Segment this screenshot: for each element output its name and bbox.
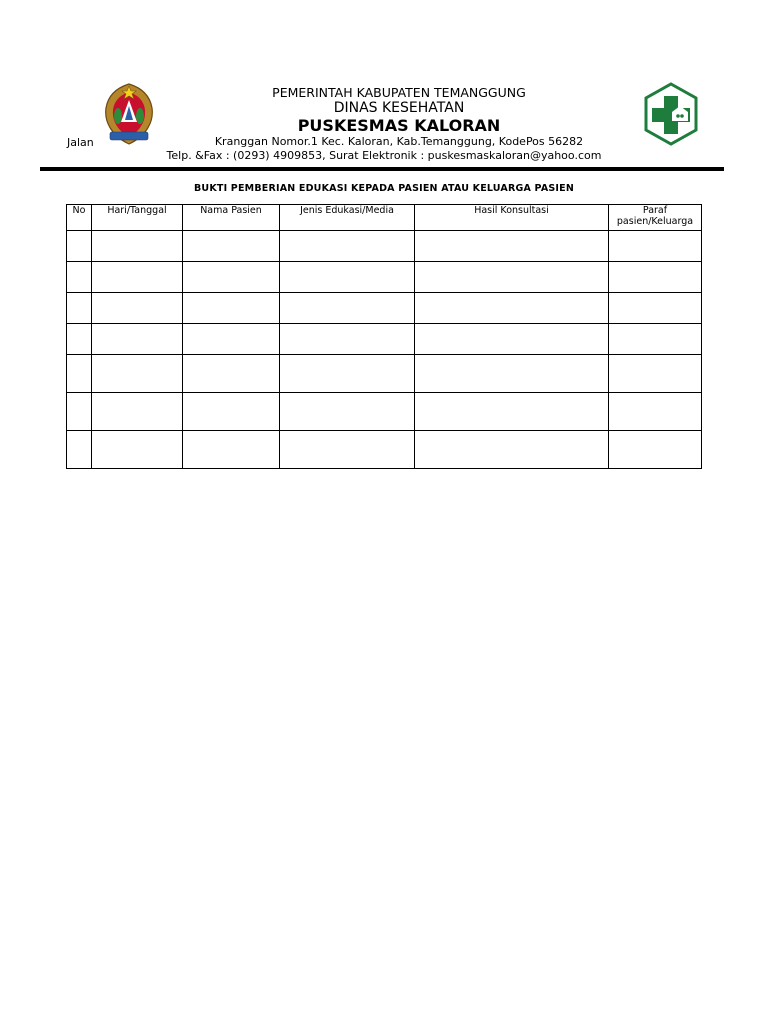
table-cell[interactable] bbox=[67, 431, 92, 469]
table-cell[interactable] bbox=[67, 262, 92, 293]
table-cell[interactable] bbox=[609, 324, 702, 355]
department-heading: DINAS KESEHATAN bbox=[333, 100, 465, 116]
table-cell[interactable] bbox=[609, 262, 702, 293]
facility-heading: PUSKESMAS KALORAN bbox=[297, 116, 501, 135]
table-cell[interactable] bbox=[280, 231, 415, 262]
column-header-education-media: Jenis Edukasi/Media bbox=[280, 205, 415, 231]
table-cell[interactable] bbox=[609, 355, 702, 393]
table-row bbox=[67, 231, 702, 262]
table-cell[interactable] bbox=[609, 293, 702, 324]
table-cell[interactable] bbox=[183, 431, 280, 469]
table-cell[interactable] bbox=[92, 355, 183, 393]
table-cell[interactable] bbox=[92, 293, 183, 324]
table-cell[interactable] bbox=[67, 324, 92, 355]
document-title: BUKTI PEMBERIAN EDUKASI KEPADA PASIEN ATAU KELUARGA PASIEN bbox=[193, 183, 575, 194]
table-cell[interactable] bbox=[67, 293, 92, 324]
table-row bbox=[67, 262, 702, 293]
table-cell[interactable] bbox=[609, 393, 702, 431]
table-cell[interactable] bbox=[280, 393, 415, 431]
contact-line: Telp. &Fax : (0293) 4909853, Surat Elektronik : puskesmaskaloran@yahoo.com bbox=[166, 149, 602, 162]
column-header-no: No bbox=[67, 205, 92, 231]
table-header-row bbox=[67, 205, 702, 231]
table-cell[interactable] bbox=[67, 355, 92, 393]
column-header-patient-name: Nama Pasien bbox=[183, 205, 280, 231]
table-cell[interactable] bbox=[415, 324, 609, 355]
table-cell[interactable] bbox=[92, 431, 183, 469]
table-cell[interactable] bbox=[415, 262, 609, 293]
table-cell[interactable] bbox=[415, 431, 609, 469]
table-cell[interactable] bbox=[415, 231, 609, 262]
table-cell[interactable] bbox=[92, 324, 183, 355]
table-row bbox=[67, 393, 702, 431]
table-row bbox=[67, 293, 702, 324]
table-cell[interactable] bbox=[183, 293, 280, 324]
table-cell[interactable] bbox=[280, 293, 415, 324]
table-cell[interactable] bbox=[183, 324, 280, 355]
street-label: Jalan bbox=[67, 136, 94, 149]
table-row bbox=[67, 355, 702, 393]
table-cell[interactable] bbox=[609, 231, 702, 262]
column-header-consultation-result: Hasil Konsultasi bbox=[415, 205, 609, 231]
government-heading: PEMERINTAH KABUPATEN TEMANGGUNG bbox=[272, 85, 526, 100]
table-cell[interactable] bbox=[183, 262, 280, 293]
table-cell[interactable] bbox=[280, 324, 415, 355]
column-header-signature: Paraf pasien/Keluarga bbox=[609, 205, 702, 231]
column-header-date: Hari/Tanggal bbox=[92, 205, 183, 231]
education-record-table bbox=[66, 204, 702, 469]
table-cell[interactable] bbox=[415, 355, 609, 393]
table-cell[interactable] bbox=[67, 231, 92, 262]
table-cell[interactable] bbox=[280, 262, 415, 293]
puskesmas-cross-logo-icon bbox=[643, 82, 699, 146]
table-cell[interactable] bbox=[609, 431, 702, 469]
table-cell[interactable] bbox=[415, 393, 609, 431]
table-cell[interactable] bbox=[280, 355, 415, 393]
address-line: Kranggan Nomor.1 Kec. Kaloran, Kab.Temanggung, KodePos 56282 bbox=[214, 135, 584, 148]
table-cell[interactable] bbox=[67, 393, 92, 431]
table-cell[interactable] bbox=[183, 393, 280, 431]
table-cell[interactable] bbox=[415, 293, 609, 324]
header-divider bbox=[40, 167, 724, 171]
table-cell[interactable] bbox=[92, 231, 183, 262]
table-cell[interactable] bbox=[92, 393, 183, 431]
table-cell[interactable] bbox=[92, 262, 183, 293]
table-cell[interactable] bbox=[280, 431, 415, 469]
table-cell[interactable] bbox=[183, 355, 280, 393]
table-row bbox=[67, 431, 702, 469]
table-cell[interactable] bbox=[183, 231, 280, 262]
table-row bbox=[67, 324, 702, 355]
